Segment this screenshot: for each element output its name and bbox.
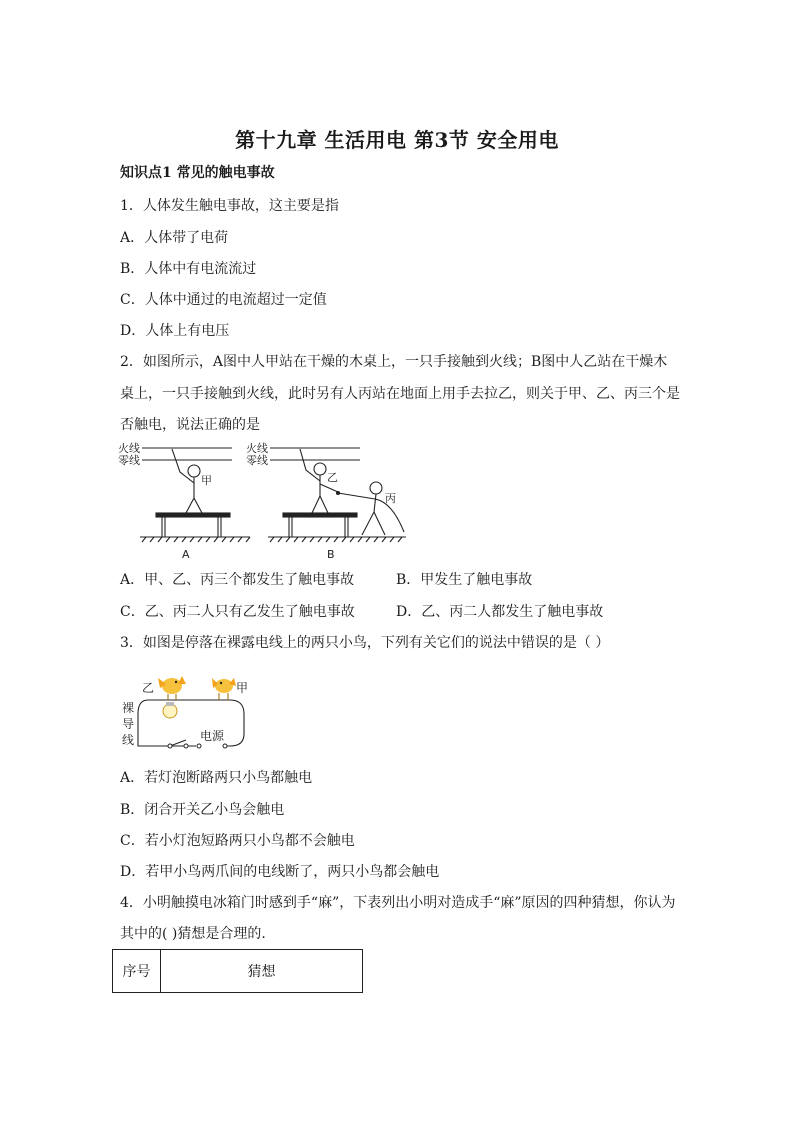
- table-header-row: [113, 950, 363, 993]
- figure-a-caption: A: [182, 548, 190, 561]
- q3-option-b: B．闭合开关乙小鸟会触电: [120, 802, 285, 818]
- q2-option-b: B．甲发生了触电事故: [396, 572, 533, 588]
- q3-option-d: D．若甲小鸟两爪间的电线断了，两只小鸟都会触电: [120, 864, 440, 880]
- q2-stem-line1: 2．如图所示，A图中人甲站在干燥的木桌上，一只手接触到火线；B图中人乙站在干燥木: [120, 354, 668, 370]
- q2-option-d: D．乙、丙二人都发生了触电事故: [396, 604, 604, 620]
- bare-wire-label-1: 裸: [122, 701, 135, 715]
- q2-option-a: A．甲、乙、丙三个都发生了触电事故: [120, 572, 355, 588]
- live-wire-label-b: 火线: [246, 442, 268, 455]
- electric-shock-figure: [110, 436, 420, 564]
- q1-option-d: D．人体上有电压: [120, 323, 230, 339]
- q3-option-c: C．若小灯泡短路两只小鸟都不会触电: [120, 833, 355, 849]
- person-bing-label: 丙: [385, 492, 396, 505]
- person-jia-label: 甲: [201, 474, 212, 487]
- q1-stem: 1．人体发生触电事故，这主要是指: [120, 198, 339, 214]
- live-wire-label-a: 火线: [118, 442, 140, 455]
- q1-option-a: A．人体带了电荷: [120, 230, 229, 246]
- neutral-wire-label-a: 零线: [118, 454, 140, 467]
- guess-table: [112, 949, 363, 993]
- neutral-wire-label-b: 零线: [246, 454, 268, 467]
- bird-jia-icon: [212, 678, 236, 700]
- person-yi-label: 乙: [327, 471, 338, 484]
- q3-option-a: A．若灯泡断路两只小鸟都触电: [120, 770, 313, 786]
- table-header-guess: 猜想: [161, 950, 363, 993]
- q4-stem-line2: 其中的( )猜想是合理的.: [120, 926, 266, 942]
- q1-option-b: B．人体中有电流流过: [120, 261, 257, 277]
- bird-jia-label: 甲: [236, 681, 249, 695]
- birds-on-wire-figure: [118, 668, 258, 754]
- q2-stem-line2: 桌上，一只手接触到火线，此时另有人丙站在地面上用手去拉乙，则关于甲、乙、丙三个是: [120, 386, 680, 402]
- figure-b-caption: B: [327, 548, 335, 561]
- section-heading: 知识点1 常见的触电事故: [120, 165, 275, 181]
- bird-yi-icon: [158, 676, 186, 700]
- bare-wire-label-2: 导: [122, 717, 135, 731]
- q2-option-c: C．乙、丙二人只有乙发生了触电事故: [120, 604, 355, 620]
- q4-stem-line1: 4．小明触摸电冰箱门时感到手“麻”，下表列出小明对造成手“麻”原因的四种猜想，你认为: [120, 895, 676, 911]
- table-header-index: 序号: [113, 950, 161, 993]
- q3-stem: 3．如图是停落在裸露电线上的两只小鸟，下列有关它们的说法中错误的是（ ）: [120, 635, 610, 651]
- power-source-label: 电源: [200, 729, 225, 743]
- bird-yi-label: 乙: [142, 681, 155, 695]
- bare-wire-label-3: 线: [122, 733, 135, 747]
- q1-option-c: C．人体中通过的电流超过一定值: [120, 292, 327, 308]
- q2-stem-line3: 否触电，说法正确的是: [120, 417, 260, 433]
- page-title: 第十九章 生活用电 第3节 安全用电: [235, 128, 559, 152]
